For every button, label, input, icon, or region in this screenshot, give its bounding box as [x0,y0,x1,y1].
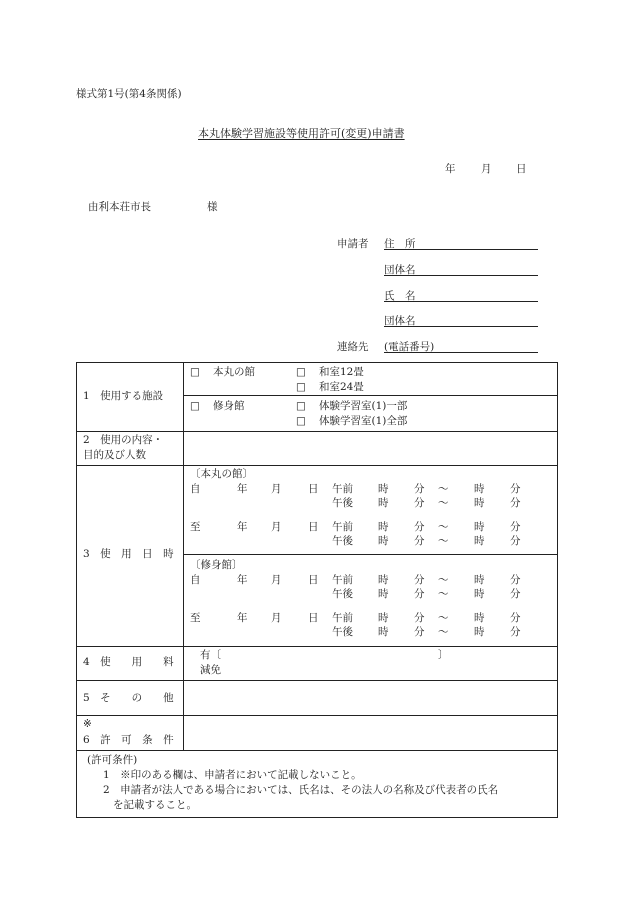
washitsu12-option: 和室12畳 [319,366,364,378]
honmaru-to-month[interactable]: 月 [271,521,282,533]
room-part-checkbox[interactable]: □ [296,400,306,412]
shushin-to-pm-minute[interactable]: 分 [414,626,425,638]
honmaru-from-month[interactable]: 月 [271,483,282,495]
honmaru-from-day[interactable]: 日 [308,483,319,495]
other-label-cell [77,681,184,715]
purpose-row [77,431,557,466]
shushin-from-am-minute[interactable]: 分 [414,574,425,586]
name-label: 氏 名 [384,290,416,302]
other-row [77,681,557,716]
shushin-to-pm[interactable]: 午後 [332,626,353,638]
note-1: 1 ※印のある欄は、申請者において記載しないこと。 [103,769,362,781]
shushin-from-am-end-minute[interactable]: 分 [510,574,521,586]
shushin-to-pm-hour[interactable]: 時 [378,626,389,638]
honmaru-to-year[interactable]: 年 [237,521,248,533]
honmaru-to-pm-hour[interactable]: 時 [378,535,389,547]
datetime-row [77,466,557,647]
honmaru-to-am-end-hour[interactable]: 時 [474,521,485,533]
honmaru-to-am-hour[interactable]: 時 [378,521,389,533]
honmaru-to-pm-end-hour[interactable]: 時 [474,535,485,547]
other-label: 5 そ の 他 [83,692,174,704]
shushin-to-pm-end-hour[interactable]: 時 [474,626,485,638]
honmaru-from-year[interactable]: 年 [237,483,248,495]
notes-header: (許可条件) [87,754,138,766]
addressee-honorific: 様 [207,201,218,213]
address-field[interactable] [384,249,538,250]
shushin-to-pm-tilde: ～ [438,626,449,638]
shushin-from-pm-end-minute[interactable]: 分 [510,588,521,600]
honmaru-from-am-minute[interactable]: 分 [414,483,425,495]
facility-row [77,363,557,432]
shushin-from-pm-hour[interactable]: 時 [378,588,389,600]
shushin-from-pm-end-hour[interactable]: 時 [474,588,485,600]
honmaru-to-am-end-minute[interactable]: 分 [510,521,521,533]
shushin-to-am-end-minute[interactable]: 分 [510,612,521,624]
honmaru-from-am[interactable]: 午前 [332,483,353,495]
date-month[interactable]: 月 [481,163,492,175]
name-field[interactable] [384,301,538,302]
fee-close-bracket: 〕 [438,649,449,661]
honmaru-from-am-end-hour[interactable]: 時 [474,483,485,495]
facility-divider [184,395,557,396]
fee-label: 4 使 用 料 [83,656,174,668]
room-all-option: 体験学習室(1)全部 [319,415,408,427]
honmaru-from-pm-hour[interactable]: 時 [378,497,389,509]
form-number: 様式第1号(第4条関係) [76,88,182,100]
shushin-to-am-minute[interactable]: 分 [414,612,425,624]
honmaru-to-day[interactable]: 日 [308,521,319,533]
fee-yes[interactable]: 有〔 [200,649,221,661]
date-year[interactable]: 年 [445,163,456,175]
phone-field[interactable] [384,352,538,353]
group-name-label: 団体名 [384,264,416,276]
honmaru-to-pm-minute[interactable]: 分 [414,535,425,547]
shushin-to-month[interactable]: 月 [271,612,282,624]
datetime-cell [184,466,557,646]
purpose-field[interactable] [184,431,557,465]
datetime-label: 3 使 用 日 時 [83,548,174,560]
datetime-divider [184,554,557,555]
application-form-table [76,362,558,818]
shushin-from-pm-tilde: ～ [438,588,449,600]
washitsu12-checkbox[interactable]: □ [296,366,306,378]
shushin-to-am[interactable]: 午前 [332,612,353,624]
shushin-to-day[interactable]: 日 [308,612,319,624]
washitsu24-checkbox[interactable]: □ [296,381,306,393]
purpose-label-line1: 2 使用の内容・ [83,434,164,446]
fee-row [77,646,557,681]
shushin-to-label: 至 [190,612,201,624]
honmaru-to-am-tilde: ～ [438,521,449,533]
applicant-label: 申請者 [337,238,369,250]
shushin-from-pm[interactable]: 午後 [332,588,353,600]
shushin-to-am-end-hour[interactable]: 時 [474,612,485,624]
datetime-label-cell [77,466,184,646]
shushin-from-label: 自 [190,574,201,586]
honmaru-to-am-minute[interactable]: 分 [414,521,425,533]
honmaru-to-pm-end-minute[interactable]: 分 [510,535,521,547]
fee-cell [184,646,557,680]
phone-label: (電話番号) [384,341,435,353]
facility-label-cell [77,363,184,431]
note-2-line1: 2 申請者が法人である場合においては、氏名は、その法人の名称及び代表者の氏名 [103,784,499,796]
group-name-field[interactable] [384,275,538,276]
fee-exempt[interactable]: 減免 [200,664,221,676]
shushin-to-pm-end-minute[interactable]: 分 [510,626,521,638]
honmaru-from-am-end-minute[interactable]: 分 [510,483,521,495]
honmaru-to-am[interactable]: 午前 [332,521,353,533]
shushin-to-am-hour[interactable]: 時 [378,612,389,624]
shushin-from-am-tilde: ～ [438,574,449,586]
honmaru-to-pm[interactable]: 午後 [332,535,353,547]
fee-label-cell [77,646,184,680]
contact-label: 連絡先 [337,341,369,353]
honmaru-from-label: 自 [190,483,201,495]
group-name-field-2[interactable] [384,326,538,327]
honmaru-checkbox[interactable]: □ [190,366,200,378]
other-field[interactable] [184,681,557,715]
conditions-field [184,716,557,750]
shushin-to-year[interactable]: 年 [237,612,248,624]
conditions-label-cell [77,716,184,750]
shushin-checkbox[interactable]: □ [190,400,200,412]
notes-row [77,751,557,817]
room-part-option: 体験学習室(1)一部 [319,400,408,412]
honmaru-from-am-tilde: ～ [438,483,449,495]
honmaru-header: 〔本丸の館〕 [190,468,253,480]
addressee-name: 由利本荘市長 [88,201,151,213]
honmaru-to-label: 至 [190,521,201,533]
honmaru-from-pm-end-minute[interactable]: 分 [510,497,521,509]
shushin-option: 修身館 [213,400,245,412]
honmaru-from-pm[interactable]: 午後 [332,497,353,509]
shushin-from-month[interactable]: 月 [271,574,282,586]
date-day[interactable]: 日 [516,163,527,175]
facility-options [184,363,557,431]
shushin-from-pm-minute[interactable]: 分 [414,588,425,600]
shushin-to-am-tilde: ～ [438,612,449,624]
conditions-label: 6 許 可 条 件 [83,734,174,746]
purpose-label-cell [77,431,184,465]
honmaru-from-pm-end-hour[interactable]: 時 [474,497,485,509]
honmaru-from-am-hour[interactable]: 時 [378,483,389,495]
room-all-checkbox[interactable]: □ [296,415,306,427]
honmaru-option: 本丸の館 [213,366,255,378]
conditions-row [77,716,557,751]
group-name-label-2: 団体名 [384,315,416,327]
shushin-from-am-hour[interactable]: 時 [378,574,389,586]
facility-label: 1 使用する施設 [83,390,164,402]
shushin-from-am-end-hour[interactable]: 時 [474,574,485,586]
note-2-line2: を記載すること。 [113,799,197,811]
washitsu24-option: 和室24畳 [319,381,364,393]
conditions-mark: ※ [83,718,92,730]
purpose-label-line2: 目的及び人数 [83,449,146,461]
shushin-header: 〔修身館〕 [190,559,243,571]
honmaru-to-pm-tilde: ～ [438,535,449,547]
shushin-from-year[interactable]: 年 [237,574,248,586]
honmaru-from-pm-tilde: ～ [438,497,449,509]
shushin-from-am[interactable]: 午前 [332,574,353,586]
honmaru-from-pm-minute[interactable]: 分 [414,497,425,509]
form-title: 本丸体験学習施設等使用許可(変更)申請書 [198,127,405,140]
address-label: 住 所 [384,238,416,250]
shushin-from-day[interactable]: 日 [308,574,319,586]
